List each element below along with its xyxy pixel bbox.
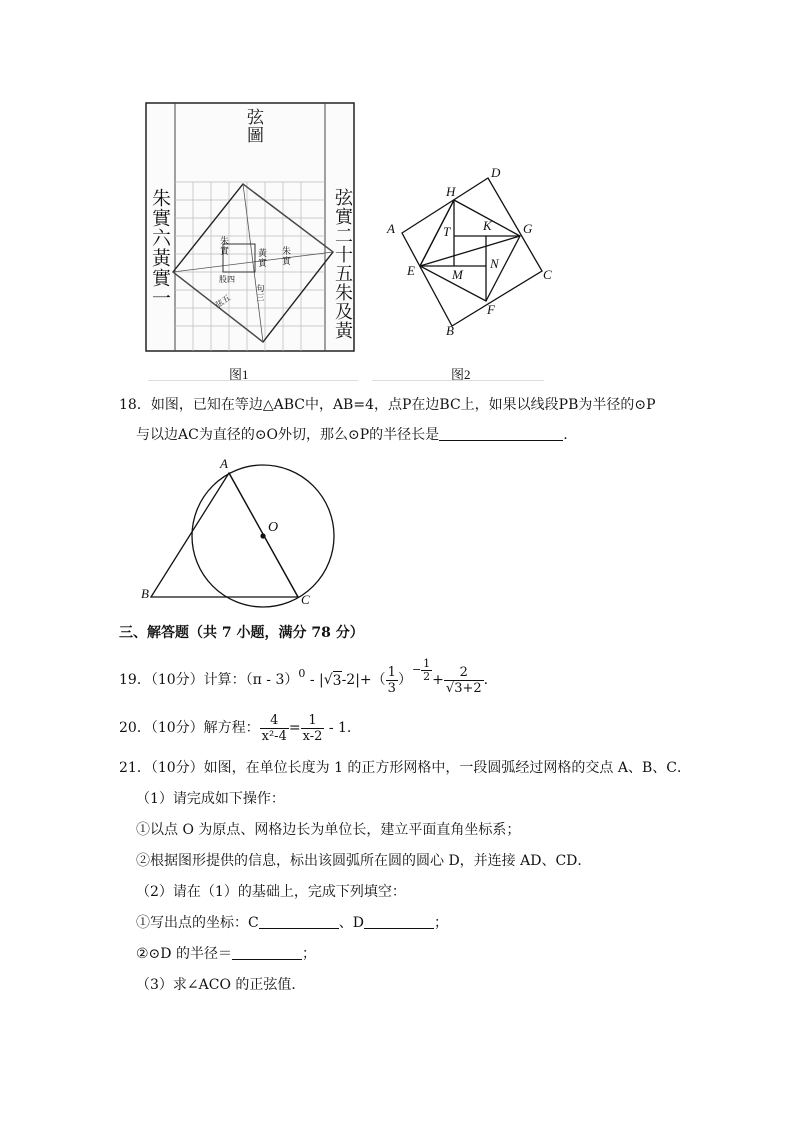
xiantu-inner-label-4: 股四 [219,275,235,284]
q18-line-2-text: 与以边AC为直径的⊙O外切，那么⊙P的半径长是 [136,427,440,443]
point-F: F [487,302,495,317]
figure-2-drawing [380,160,560,345]
point-H: H [446,184,456,199]
xiantu-inner-label-5: 句三 [256,284,265,302]
q19-exp-num: 1 [423,656,431,670]
q18-drawing [138,456,338,608]
xiantu-title: 弦圖 [243,108,263,144]
q21-p2b-prefix: ②⊙D 的半径＝ [136,946,232,962]
q20-f2-den: x-2 [302,728,323,744]
q18-label-O: O [268,520,279,535]
point-E: E [407,263,415,278]
q19-frac2-den [444,681,484,696]
q21-p2b-end: ； [301,946,316,962]
point-D: D [491,165,501,180]
point-N: N [490,256,499,271]
q19-frac2-sqrt3: 3 [454,680,463,696]
point-T: T [443,224,451,239]
q18-label-B: B [141,586,149,601]
q19-frac-one-third [386,665,398,696]
figure-1-caption: 图1 [229,367,249,382]
q19-exp-frac [421,658,432,683]
xiantu-inner-label-2: 黃實 [256,248,266,268]
q19-abs-rest: -2|+（ [341,672,386,688]
q19-exponent [412,658,432,683]
xiantu-left-text: 朱實六黃實一 [149,188,171,308]
q19-plus: + [432,672,444,688]
figure-1-rule [148,380,358,381]
q19-exp-minus: − [411,663,422,676]
point-B: B [446,323,454,338]
point-C: C [543,267,552,282]
q19-frac-num: 1 [387,664,396,680]
q19-line [119,656,489,700]
q19-exp-den: 2 [423,669,431,683]
q18-label-C: C [301,592,310,607]
xiantu-right-text: 弦實二十五朱及黃 [332,188,353,340]
xiantu-inner-label-3: 朱實 [280,246,290,266]
q20-f1-num: 4 [260,713,289,729]
q19-frac2-num: 2 [444,665,484,681]
point-M: M [452,267,463,282]
q20-f2-num: 1 [301,713,325,729]
q18-answer-blank[interactable] [439,426,563,441]
q21-part-2a [136,914,448,932]
q21-p2a-prefix: ①写出点的坐标：C [136,915,259,931]
q19-abs-part: - | [305,672,324,688]
figure-2-diagram [380,160,560,345]
q18-line-2 [136,426,568,444]
point-G: G [523,221,533,236]
q19-frac-2 [444,665,484,696]
q21-part-1: （1）请完成如下操作： [136,791,285,807]
q19-sqrt-sign: √ [323,672,333,688]
q21-radius-blank[interactable] [232,945,302,960]
q21-part-2: （2）请在（1）的基础上，完成下列填空： [136,884,406,900]
xiantu-inner-label-1: 朱實 [218,236,228,256]
q19-frac2-den-tail: +2 [462,680,482,696]
q20-frac-1 [260,713,289,744]
q19-frac-den: 3 [387,680,396,696]
q20-f1-den: x²-4 [261,728,287,744]
q19-sqrt3: 3 [332,672,342,689]
q18-end: . [563,427,568,443]
q18-label-A: A [220,456,228,471]
q20-prefix: 20．（10分）解方程： [119,720,260,736]
q20-tail: - 1. [324,720,352,736]
q21-p2a-end: ； [433,915,448,931]
section-3-title: 三、解答题（共 7 小题，满分 78 分） [119,625,364,641]
q18-figure [138,456,338,608]
q21-answer-d-blank[interactable] [364,914,434,929]
q19-zero-exponent: 0 [298,667,306,680]
figure-2-caption: 图2 [451,367,471,382]
point-A: A [387,221,395,236]
q21-line-1: 21．（10分）如图，在单位长度为 1 的正方形网格中，一段圆弧经过网格的交点 A、B、C． [119,760,691,776]
q20-line [119,708,351,748]
q21-part-2b [136,945,316,963]
q19-end: . [483,672,489,688]
q21-p2a-mid: 、D [338,915,364,931]
xiantu-inner-label-6: 弦五 [213,293,233,310]
q21-part-3: （3）求∠ACO 的正弦值． [136,977,306,993]
q19-prefix: 19．（10分）计算：（π - 3） [119,672,299,688]
point-K: K [483,218,492,233]
figure-2-rule [372,380,544,381]
figure-1-xiantu [145,102,355,352]
q19-frac2-sqrt-sign: √ [445,680,455,696]
q20-eq: = [288,720,301,736]
q21-part-1b: ②根据图形提供的信息，标出该圆弧所在圆的圆心 D，并连接 AD、CD． [136,853,592,869]
q21-answer-c-blank[interactable] [259,914,339,929]
q21-part-1a: ①以点 O 为原点、网格边长为单位长，建立平面直角坐标系； [136,822,521,838]
q19-paren-close: ） [397,672,412,688]
q18-line-1: 18．如图，已知在等边△ABC中，AB=4，点P在边BC上，如果以线段PB为半径的⊙P [119,397,656,413]
q20-frac-2 [301,713,325,744]
